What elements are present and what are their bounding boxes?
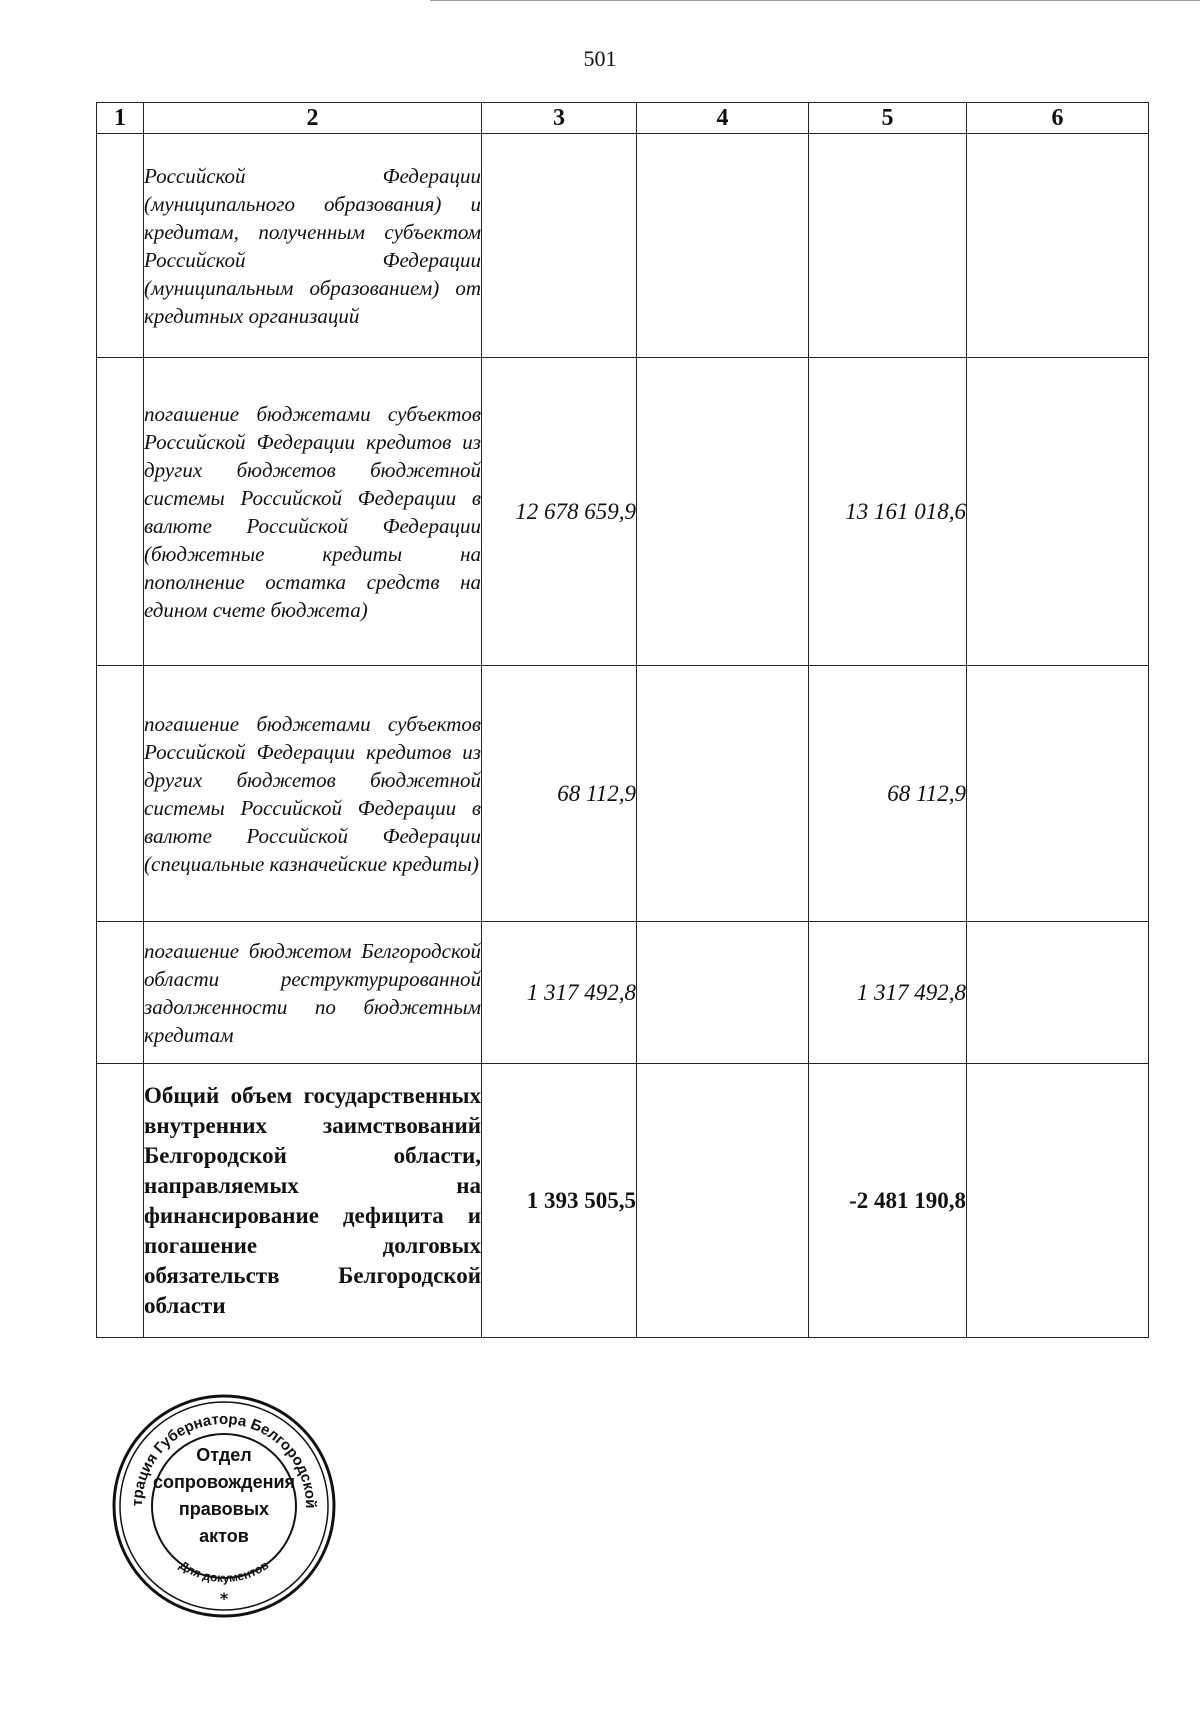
row-description: погашение бюджетом Белгородской области реструктурированной задолженности по бюджетным кредитам	[144, 922, 482, 1064]
value-col-4	[637, 666, 809, 922]
stamp-line: актов	[199, 1526, 249, 1546]
row-description: погашение бюджетами субъектов Российской Федерации кредитов из других бюджетов бюджетной системы Российской Федерации в валюте Российской Федерации (бюджетные кредиты на пополнение остатка средств на едином счете бюджета)	[144, 358, 482, 666]
value-col-6	[967, 666, 1149, 922]
top-rule	[430, 0, 1200, 1]
page-number: 501	[583, 46, 617, 71]
value-col-3: 1 393 505,5	[482, 1064, 637, 1338]
stamp-inner-text	[132, 1442, 316, 1550]
header-row	[97, 103, 1149, 134]
value-col-3: 12 678 659,9	[482, 358, 637, 666]
value-col-4	[637, 134, 809, 358]
value-col-6	[967, 1064, 1149, 1338]
header-col-4: 4	[637, 103, 809, 134]
official-stamp	[108, 1390, 340, 1622]
row-number-cell	[97, 134, 144, 358]
value-col-4	[637, 358, 809, 666]
stamp-line: правовых	[178, 1499, 270, 1519]
table-row-total	[97, 1064, 1149, 1338]
header-col-5: 5	[809, 103, 967, 134]
row-number-cell	[97, 1064, 144, 1338]
row-number-cell	[97, 358, 144, 666]
value-col-4	[637, 922, 809, 1064]
value-col-6	[967, 134, 1149, 358]
stamp-star-mark: *	[219, 1589, 229, 1608]
row-number-cell	[97, 922, 144, 1064]
header-col-2: 2	[144, 103, 482, 134]
value-col-5: 68 112,9	[809, 666, 967, 922]
header-col-1: 1	[97, 103, 144, 134]
value-col-3: 68 112,9	[482, 666, 637, 922]
table-row	[97, 134, 1149, 358]
value-col-6	[967, 922, 1149, 1064]
header-col-3: 3	[482, 103, 637, 134]
value-col-5	[809, 134, 967, 358]
stamp-bottom-text: Для документов	[176, 1557, 272, 1586]
stamp-outer-text: трация Губернатора Белгородской	[128, 1410, 320, 1509]
row-description: Российской Федерации (муниципального образования) и кредитам, полученным субъектом Российской Федерации (муниципальным образованием) от кредитных организаций	[144, 134, 482, 358]
budget-table	[96, 102, 1149, 1338]
value-col-6	[967, 358, 1149, 666]
value-col-5: 1 317 492,8	[809, 922, 967, 1064]
value-col-4	[637, 1064, 809, 1338]
table-row	[97, 922, 1149, 1064]
table-row	[97, 358, 1149, 666]
value-col-3: 1 317 492,8	[482, 922, 637, 1064]
header-col-6: 6	[967, 103, 1149, 134]
table-row	[97, 666, 1149, 922]
stamp-line: Отдел	[196, 1445, 252, 1465]
value-col-5: 13 161 018,6	[809, 358, 967, 666]
stamp-line: сопровождения	[152, 1472, 296, 1492]
row-number-cell	[97, 666, 144, 922]
value-col-5: -2 481 190,8	[809, 1064, 967, 1338]
value-col-3	[482, 134, 637, 358]
row-description: погашение бюджетами субъектов Российской Федерации кредитов из других бюджетов бюджетной системы Российской Федерации в валюте Российской Федерации (специальные казначейские кредиты)	[144, 666, 482, 922]
row-description: Общий объем государственных внутренних заимствований Белгородской области, направляемых на финансирование дефицита и погашение долговых обязательств Белгородской области	[144, 1064, 482, 1338]
